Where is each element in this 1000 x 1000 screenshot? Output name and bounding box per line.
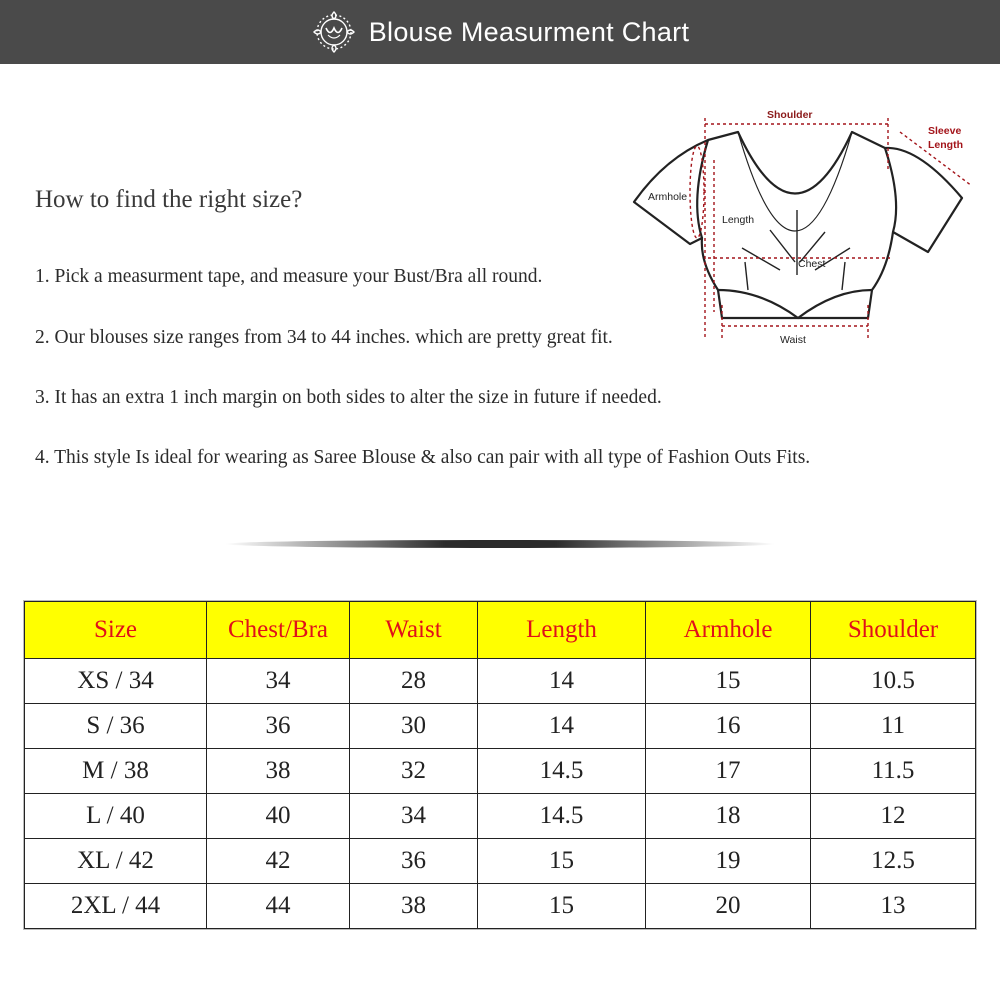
cell-size: S / 36	[25, 704, 207, 749]
cell-size: XS / 34	[25, 659, 207, 704]
diagram-label-sleeve: Sleeve	[928, 125, 962, 137]
blouse-outline	[634, 132, 962, 318]
cell-armhole: 18	[646, 794, 811, 839]
column-header-size: Size	[25, 602, 207, 659]
guide-step: 4. This style Is ideal for wearing as Saree Blouse & also can pair with all type of Fashion Outs Fits.	[35, 447, 811, 468]
cell-shoulder: 12	[811, 794, 976, 839]
cell-length: 14.5	[478, 749, 646, 794]
cell-waist: 34	[350, 794, 478, 839]
table-row	[25, 659, 976, 704]
column-header-length: Length	[478, 602, 646, 659]
diagram-label-armhole: Armhole	[648, 191, 688, 203]
cell-length: 14.5	[478, 794, 646, 839]
diagram-label-shoulder: Shoulder	[767, 109, 813, 121]
column-header-chest: Chest/Bra	[207, 602, 350, 659]
table-header-row	[25, 602, 976, 659]
cell-size: XL / 42	[25, 839, 207, 884]
cell-size: M / 38	[25, 749, 207, 794]
cell-waist: 38	[350, 884, 478, 929]
cell-length: 14	[478, 704, 646, 749]
guide-heading: How to find the right size?	[35, 186, 303, 213]
size-chart-table	[24, 601, 976, 929]
cell-chest: 38	[207, 749, 350, 794]
cell-armhole: 17	[646, 749, 811, 794]
cell-chest: 40	[207, 794, 350, 839]
cell-chest: 34	[207, 659, 350, 704]
table-row	[25, 749, 976, 794]
cell-shoulder: 10.5	[811, 659, 976, 704]
cell-shoulder: 11	[811, 704, 976, 749]
cell-waist: 30	[350, 704, 478, 749]
table-row	[25, 839, 976, 884]
column-header-shoulder: Shoulder	[811, 602, 976, 659]
diagram-label-length: Length	[722, 214, 755, 226]
table-row	[25, 884, 976, 929]
cell-armhole: 19	[646, 839, 811, 884]
ornamental-logo-icon	[311, 9, 357, 55]
cell-length: 14	[478, 659, 646, 704]
column-header-waist: Waist	[350, 602, 478, 659]
table-row	[25, 794, 976, 839]
cell-waist: 36	[350, 839, 478, 884]
header-bar	[0, 0, 1000, 64]
cell-length: 15	[478, 884, 646, 929]
cell-shoulder: 12.5	[811, 839, 976, 884]
diagram-label-sleeve-length: Length	[928, 139, 963, 151]
table-row	[25, 704, 976, 749]
guide-step: 2. Our blouses size ranges from 34 to 44 inches. which are pretty great fit.	[35, 327, 613, 348]
cell-armhole: 16	[646, 704, 811, 749]
diagram-label-chest: Chest	[798, 258, 826, 270]
cell-chest: 42	[207, 839, 350, 884]
guide-step: 3. It has an extra 1 inch margin on both sides to alter the size in future if needed.	[35, 387, 662, 408]
cell-size: 2XL / 44	[25, 884, 207, 929]
diagram-label-waist: Waist	[780, 334, 806, 346]
cell-chest: 36	[207, 704, 350, 749]
page-title: Blouse Measurment Chart	[368, 16, 690, 47]
guide-step: 1. Pick a measurment tape, and measure your Bust/Bra all round.	[35, 266, 543, 287]
cell-shoulder: 11.5	[811, 749, 976, 794]
measurement-lines	[690, 118, 972, 340]
cell-armhole: 20	[646, 884, 811, 929]
cell-armhole: 15	[646, 659, 811, 704]
cell-waist: 28	[350, 659, 478, 704]
section-divider	[225, 540, 775, 548]
cell-chest: 44	[207, 884, 350, 929]
cell-length: 15	[478, 839, 646, 884]
column-header-armhole: Armhole	[646, 602, 811, 659]
cell-size: L / 40	[25, 794, 207, 839]
cell-shoulder: 13	[811, 884, 976, 929]
cell-waist: 32	[350, 749, 478, 794]
blouse-measurement-diagram	[620, 100, 1000, 360]
